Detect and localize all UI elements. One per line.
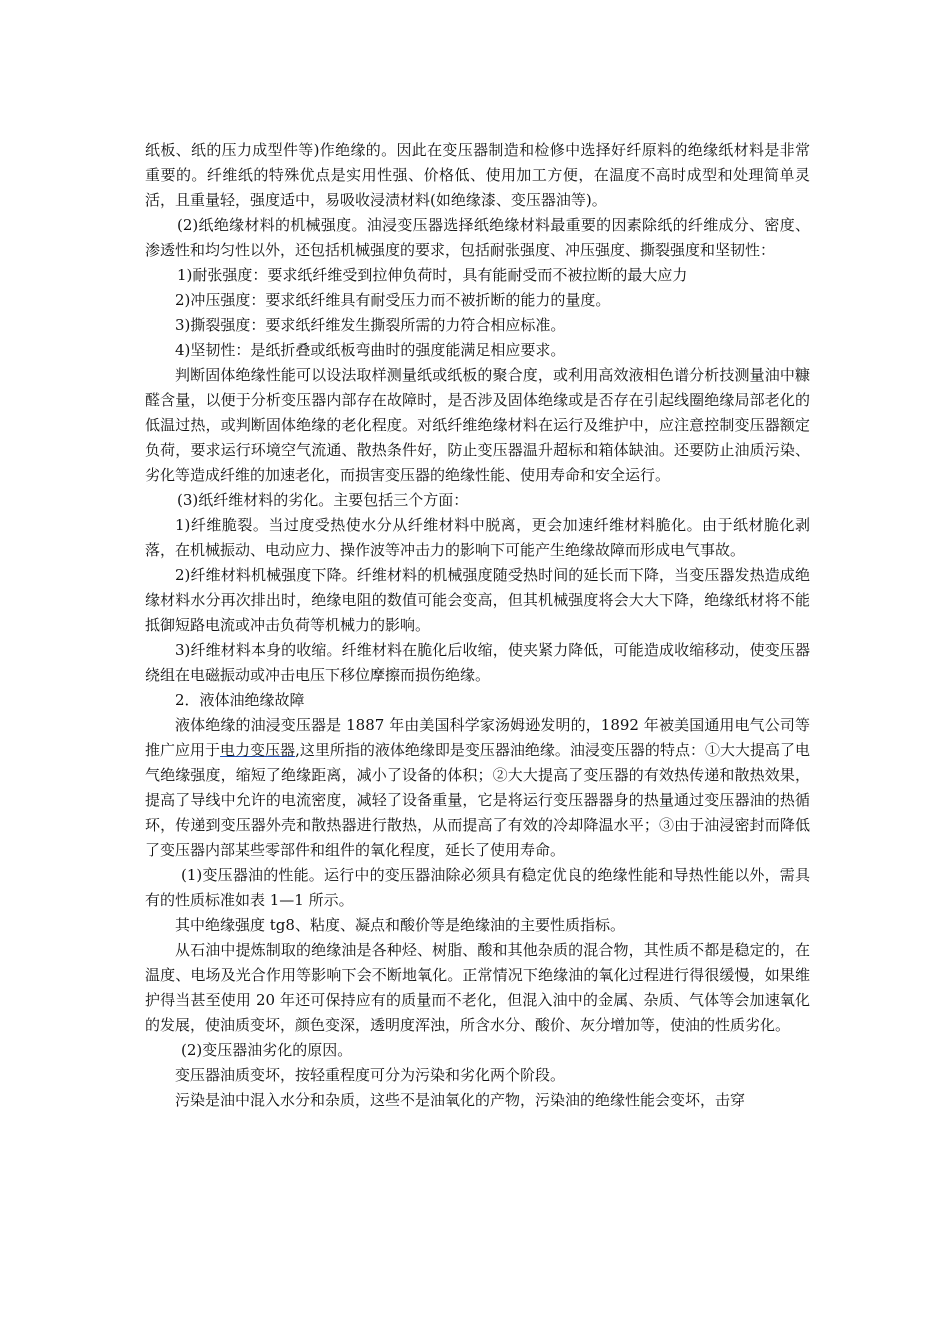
power-transformer-link[interactable]: 电力变压器 (220, 741, 296, 759)
paragraph-oil-history (145, 713, 810, 863)
paragraph-fiber-strength-drop: 2)纤维材料机械强度下降。纤维材料的机械强度随受热时间的延长而下降，当变压器发热造成绝缘材料水分再次排出时，绝缘电阻的数值可能会变高，但其机械强度将会大大下降，绝缘纸材将不能抵御短路电流或冲击负荷等机械力的影响。 (145, 566, 810, 634)
paragraph-fiber-brittle: 1)纤维脆裂。当过度受热使水分从纤维材料中脱离，更会加速纤维材料脆化。由于纸材脆化剥落，在机械振动、电动应力、操作波等冲击力的影响下可能产生绝缘故障而形成电气事故。 (145, 516, 810, 559)
paragraph-intro: 纸板、纸的压力成型件等)作绝缘的。因此在变压器制造和检修中选择好纤原料的绝缘纸材料是非常重要的。纤维纸的特殊优点是实用性强、价格低、使用加工方便，在温度不高时成型和处理简单灵活，且重量轻，强度适中，易吸收浸渍材料(如绝缘漆、变压器油等)。 (145, 141, 810, 209)
paragraph-mechanical-strength: (2)纸绝缘材料的机械强度。油浸变压器选择纸绝缘材料最重要的因素除纸的纤维成分、密度、渗透性和均匀性以外，还包括机械强度的要求，包括耐张强度、冲压强度、撕裂强度和坚韧性： (145, 216, 810, 259)
paragraph-punch-strength: 2)冲压强度：要求纸纤维具有耐受压力而不被折断的能力的量度。 (175, 291, 611, 309)
paragraph-fiber-shrink: 3)纤维材料本身的收缩。纤维材料在脆化后收缩，使夹紧力降低，可能造成收缩移动，使变压器绕组在电磁振动或冲击电压下移位摩擦而损伤绝缘。 (145, 641, 810, 684)
text-before-link: 液体绝缘的油浸变压器是 1887 年由美国科学家汤姆逊发明的，1892 年被美国通用电气公司等推广应用于 (145, 716, 810, 759)
section-heading-liquid-oil: 2．液体油绝缘故障 (175, 691, 305, 709)
paragraph-main-indicators: 其中绝缘强度 tg8、粘度、凝点和酸价等是绝缘油的主要性质指标。 (175, 916, 625, 934)
text-after-link: ,这里所指的液体绝缘即是变压器油绝缘。油浸变压器的特点：①大大提高了电气绝缘强度，缩短了绝缘距离，减小了设备的体积；②大大提高了变压器的有效热传递和散热效果，提高了导线中允许的电流密度，减轻了设备重量，它是将运行变压器器身的热量通过变压器油的热循环，传递到变压器外壳和散热器进行散热，从而提高了有效的冷却降温水平；③由于油浸密封而降低了变压器内部某些零部件和组件的氧化程度，延长了使用寿命。 (145, 741, 810, 859)
paragraph-tear-strength: 3)撕裂强度：要求纸纤维发生撕裂所需的力符合相应标准。 (175, 316, 566, 334)
paragraph-toughness: 4)坚韧性：是纸折叠或纸板弯曲时的强度能满足相应要求。 (175, 341, 566, 359)
paragraph-fiber-degradation: (3)纸纤维材料的劣化。主要包括三个方面： (177, 491, 469, 509)
paragraph-oil-oxidation: 从石油中提炼制取的绝缘油是各种烃、树脂、酸和其他杂质的混合物，其性质不都是稳定的，在温度、电场及光合作用等影响下会不断地氧化。正常情况下绝缘油的氧化过程进行得很缓慢，如果维护得当甚至使用 20 年还可保持应有的质量而不老化，但混入油中的金属、杂质、气体等会加速氧化的发展，使油质变坏，颜色变深，透明度浑浊，所含水分、酸价、灰分增加等，使油的性质劣化。 (145, 941, 810, 1034)
paragraph-oil-contamination: 污染是油中混入水分和杂质，这些不是油氧化的产物，污染油的绝缘性能会变坏，击穿 (175, 1091, 746, 1109)
paragraph-oil-properties: (1)变压器油的性能。运行中的变压器油除必须具有稳定优良的绝缘性能和导热性能以外，需具有的性质标准如表 1—1 所示。 (145, 866, 810, 909)
paragraph-oil-degradation-causes: (2)变压器油劣化的原因。 (181, 1041, 353, 1059)
paragraph-tensile-strength: 1)耐张强度：要求纸纤维受到拉伸负荷时，具有能耐受而不被拉断的最大应力 (177, 266, 688, 284)
paragraph-oil-stages: 变压器油质变坏，按轻重程度可分为污染和劣化两个阶段。 (175, 1066, 566, 1084)
paragraph-solid-insulation-judgement: 判断固体绝缘性能可以设法取样测量纸或纸板的聚合度，或利用高效液相色谱分析技测量油中糠醛含量，以便于分析变压器内部存在故障时，是否涉及固体绝缘或是否存在引起线圈绝缘局部老化的低温过热，或判断固体绝缘的老化程度。对纸纤维绝缘材料在运行及维护中，应注意控制变压器额定负荷，要求运行环境空气流通、散热条件好，防止变压器温升超标和箱体缺油。还要防止油质污染、劣化等造成纤维的加速老化，而损害变压器的绝缘性能、使用寿命和安全运行。 (145, 366, 810, 484)
document-body (145, 138, 810, 1113)
